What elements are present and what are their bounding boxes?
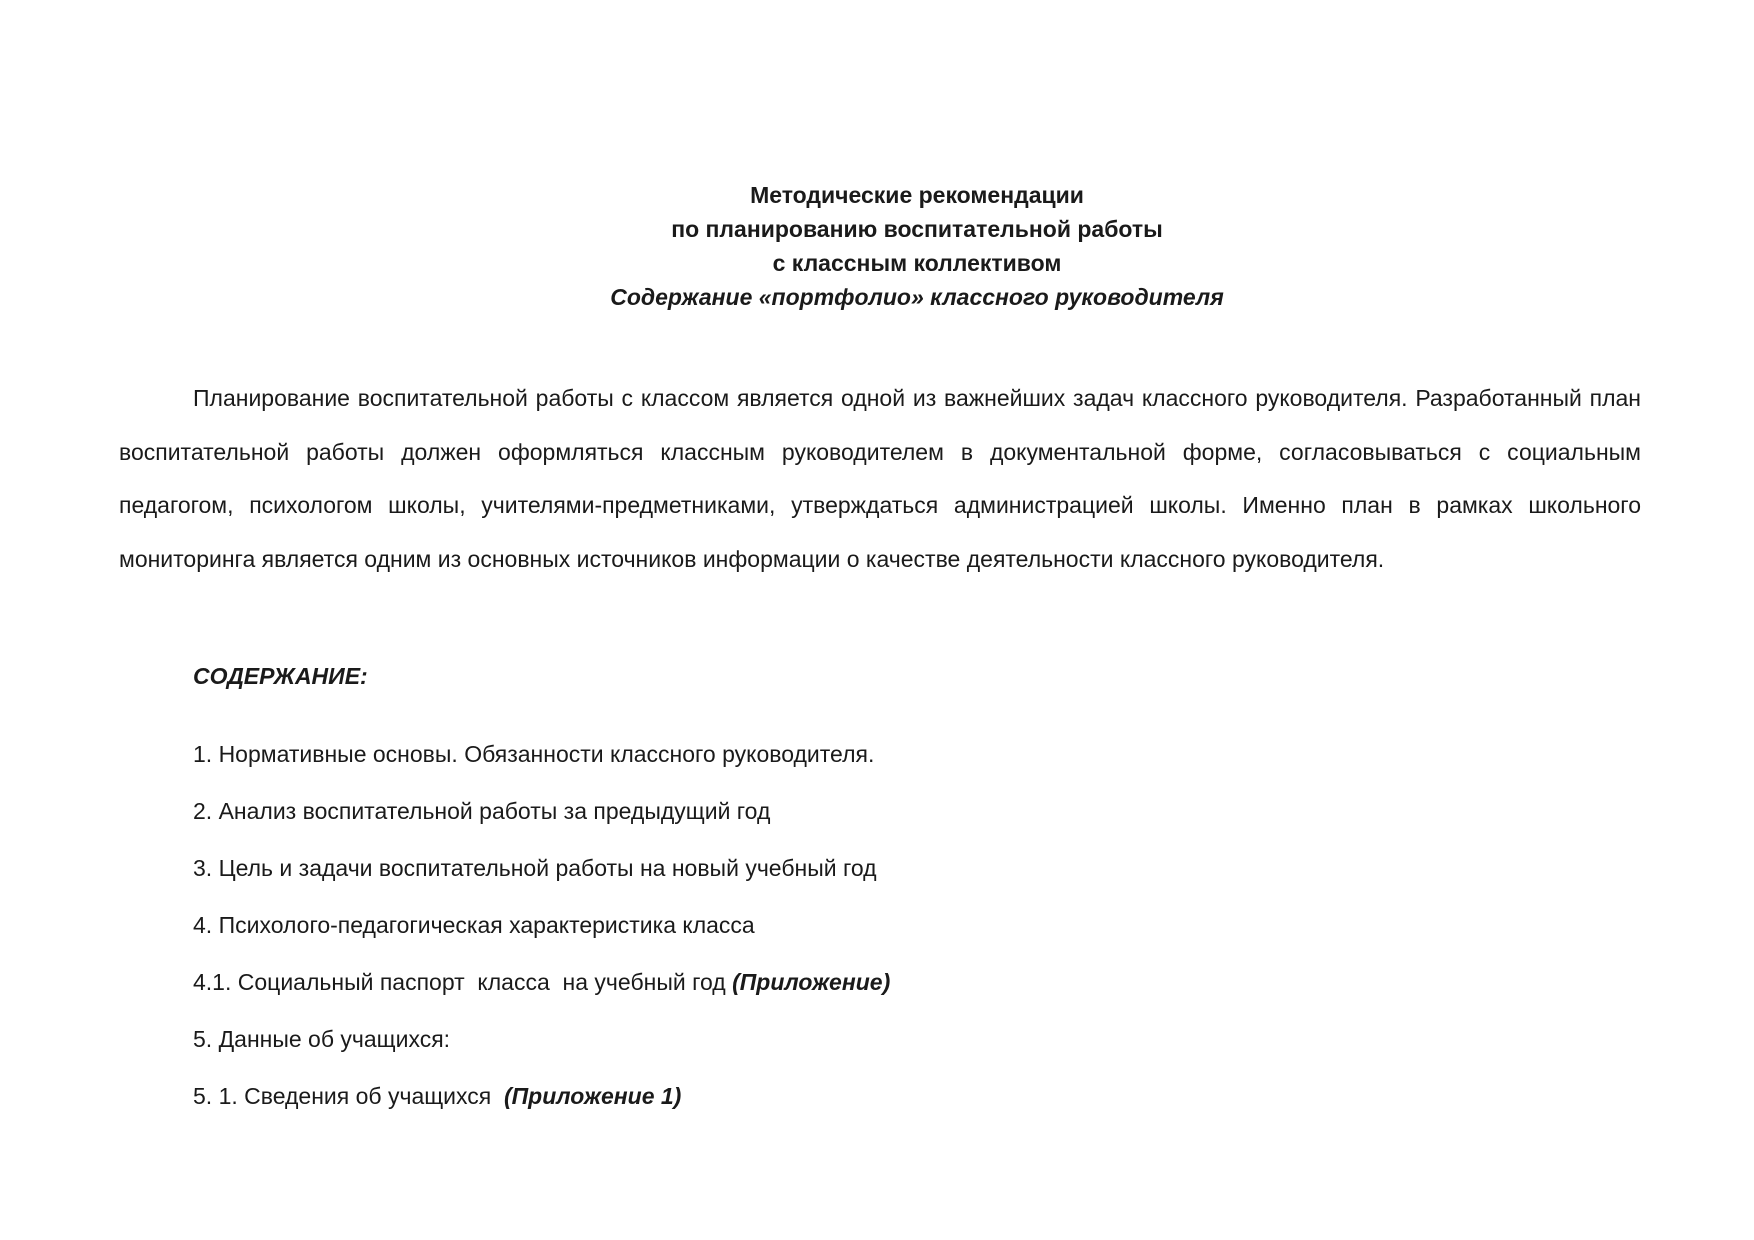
contents-item-text: 3. Цель и задачи воспитательной работы на новый учебный год xyxy=(193,855,877,881)
contents-item-text: 2. Анализ воспитательной работы за предыдущий год xyxy=(193,798,771,824)
contents-heading: СОДЕРЖАНИЕ: xyxy=(193,663,368,689)
appendix-reference: (Приложение 1) xyxy=(503,1083,682,1109)
contents-item xyxy=(193,1079,890,1136)
contents-item-text: 4. Психолого-педагогическая характеристика класса xyxy=(193,912,755,938)
contents-item-text: 5. 1. Сведения об учащихся xyxy=(193,1083,504,1109)
title-line-1: Методические рекомендации xyxy=(750,182,1084,208)
intro-paragraph: Планирование воспитательной работы с классом является одной из важнейших задач классного руководителя. Разработанный план воспитательной работы должен оформляться классным руководителем в документальной форме, согласовываться с социальным педагогом, психологом школы, учителями-предметниками, утверждаться администрацией школы. Именно план в рамках школьного мониторинга является одним из основных источников информации о качестве деятельности классного руководителя. xyxy=(119,385,1641,572)
contents-item xyxy=(193,851,890,908)
contents-item xyxy=(193,737,890,794)
contents-item xyxy=(193,908,890,965)
appendix-reference: (Приложение) xyxy=(732,969,891,995)
document-subtitle: Содержание «портфолио» классного руководителя xyxy=(610,284,1224,310)
title-line-2: по планированию воспитательной работы xyxy=(671,216,1163,242)
contents-item xyxy=(193,794,890,851)
document-title xyxy=(0,178,1754,314)
contents-item xyxy=(193,1022,890,1079)
contents-item-text: 5. Данные об учащихся: xyxy=(193,1026,451,1052)
title-line-3: с классным коллективом xyxy=(772,250,1062,276)
contents-list xyxy=(193,737,890,1136)
contents-item-text: 1. Нормативные основы. Обязанности классного руководителя. xyxy=(193,741,875,767)
contents-item xyxy=(193,965,890,1022)
contents-item-text: 4.1. Социальный паспорт класса на учебный год xyxy=(193,969,733,995)
